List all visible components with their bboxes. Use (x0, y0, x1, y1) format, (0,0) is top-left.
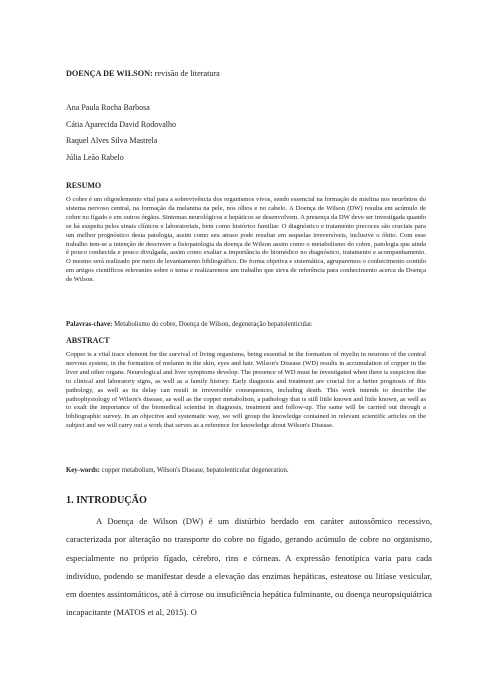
section-heading-introducao: 1. INTRODUÇÃO (66, 495, 147, 506)
paper-title-main: DOENÇA DE WILSON: (66, 69, 153, 78)
resumo-heading: RESUMO (66, 181, 102, 190)
abstract-text: Copper is a vital trace element for the survival of living organisms, being essential in the formation of myelin in neurons of the central nervous system, in the formation of melanin in the skin, eyes and hair. Wilson's Disease (WD) results in accumulation of copper in the liver and other organs. Neurological and liver symptoms develop. The presence of WD must be investigated when there is suspicion due to clinical and laboratory signs, as well as a family history. Early diagnosis and treatment are crucial for a better prognosis of this pathology, as well as its delay can result in irreversible consequences, including death. This work intends to describe the pathophysiology of Wilson's disease, as well as the copper metabolism, a pathology that is still little known and little known, as well as to exalt the importance of the biomedical scientist in diagnosis, treatment and follow-up. The same will be carried out through a bibliographic survey. In an objective and systematic way, we will group the knowledge contained in relevant scientific articles on the subject and we will carry out a work that serves as a reference for knowledge about Wilson's Disease. (66, 351, 426, 430)
keywords-values: copper metabolism, Wilson's Disease, hepatolenticular degeneration. (99, 467, 289, 474)
author-name: Raquel Alves Silva Mastrela (66, 136, 158, 146)
keywords-label: Key-words: (66, 467, 100, 474)
palavras-chave (66, 320, 426, 329)
author-list (66, 100, 426, 166)
introducao-paragraph: A Doença de Wilson (DW) é um distúrbio herdado em caráter autossômico recessivo, caracterizada por alteração no transporte do cobre no fígado, gerando acúmulo de cobre no organismo, especialmente no próprio fígado, cérebro, rins e córneas. A expressão fenotípica varia para cada indivíduo, podendo se manifestar desde a elevação das enzimas hepáticas, esteatose ou litíase vesicular, em doentes assintomáticos, até à cirrose ou insuficiência hepática fulminante, ou doença neuropsiquiátrica incapacitante (MATOS et al, 2015). O (66, 516, 432, 618)
palavras-chave-values: Metabolismo do cobre, Doença de Wilson, degeneração hepatolenticular. (112, 321, 313, 328)
palavras-chave-label: Palavras-chave: (66, 321, 113, 328)
abstract-heading: ABSTRACT (66, 336, 110, 345)
resumo-text: O cobre é um oligoelemento vital para a sobrevivência dos organismos vivos, sendo essencial na formação de mielina nos neurônios do sistema nervoso central, na formação da melanina na pele, nos olhos e no cabelo. A Doença de Wilson (DW) resulta em acúmulo de cobre no fígado e em outros órgãos. Sintomas neurológicos e hepáticos se desenvolvem. A presença da DW deve ser investigada quando se há suspeita pelos sinais clínicos e laboratoriais, bem como histórico familiar. O diagnóstico e tratamento precoces são cruciais para um melhor prognóstico desta patologia, assim como seu atraso pode resultar em sequelas irreversíveis, inclusive o óbito. Com esse trabalho tem-se a intenção de descrever a fisiopatologia da doença de Wilson assim como o metabolismo do cobre, patologia que ainda é pouco conhecida e pouco divulgada, assim como exaltar a importância do biomédico no diagnóstico, tratamento e acompanhamento. O mesmo será realizado por meio de levantamento bibliográfico. De forma objetiva e sistemática, agruparemos o conhecimento contido em artigos científicos relevantes sobre o tema e realizaremos um trabalho que sirva de referência para conhecimento acerca da Doença de Wilson. (66, 196, 426, 284)
author-name: Júlia Leão Rabelo (66, 152, 124, 162)
author-name: Ana Paula Rocha Barbosa (66, 103, 150, 112)
paper-title (66, 69, 426, 78)
paper-title-subtitle: revisão de literatura (152, 69, 220, 78)
author-name: Cátia Aparecida David Rodovalho (66, 119, 176, 129)
keywords (66, 466, 426, 475)
